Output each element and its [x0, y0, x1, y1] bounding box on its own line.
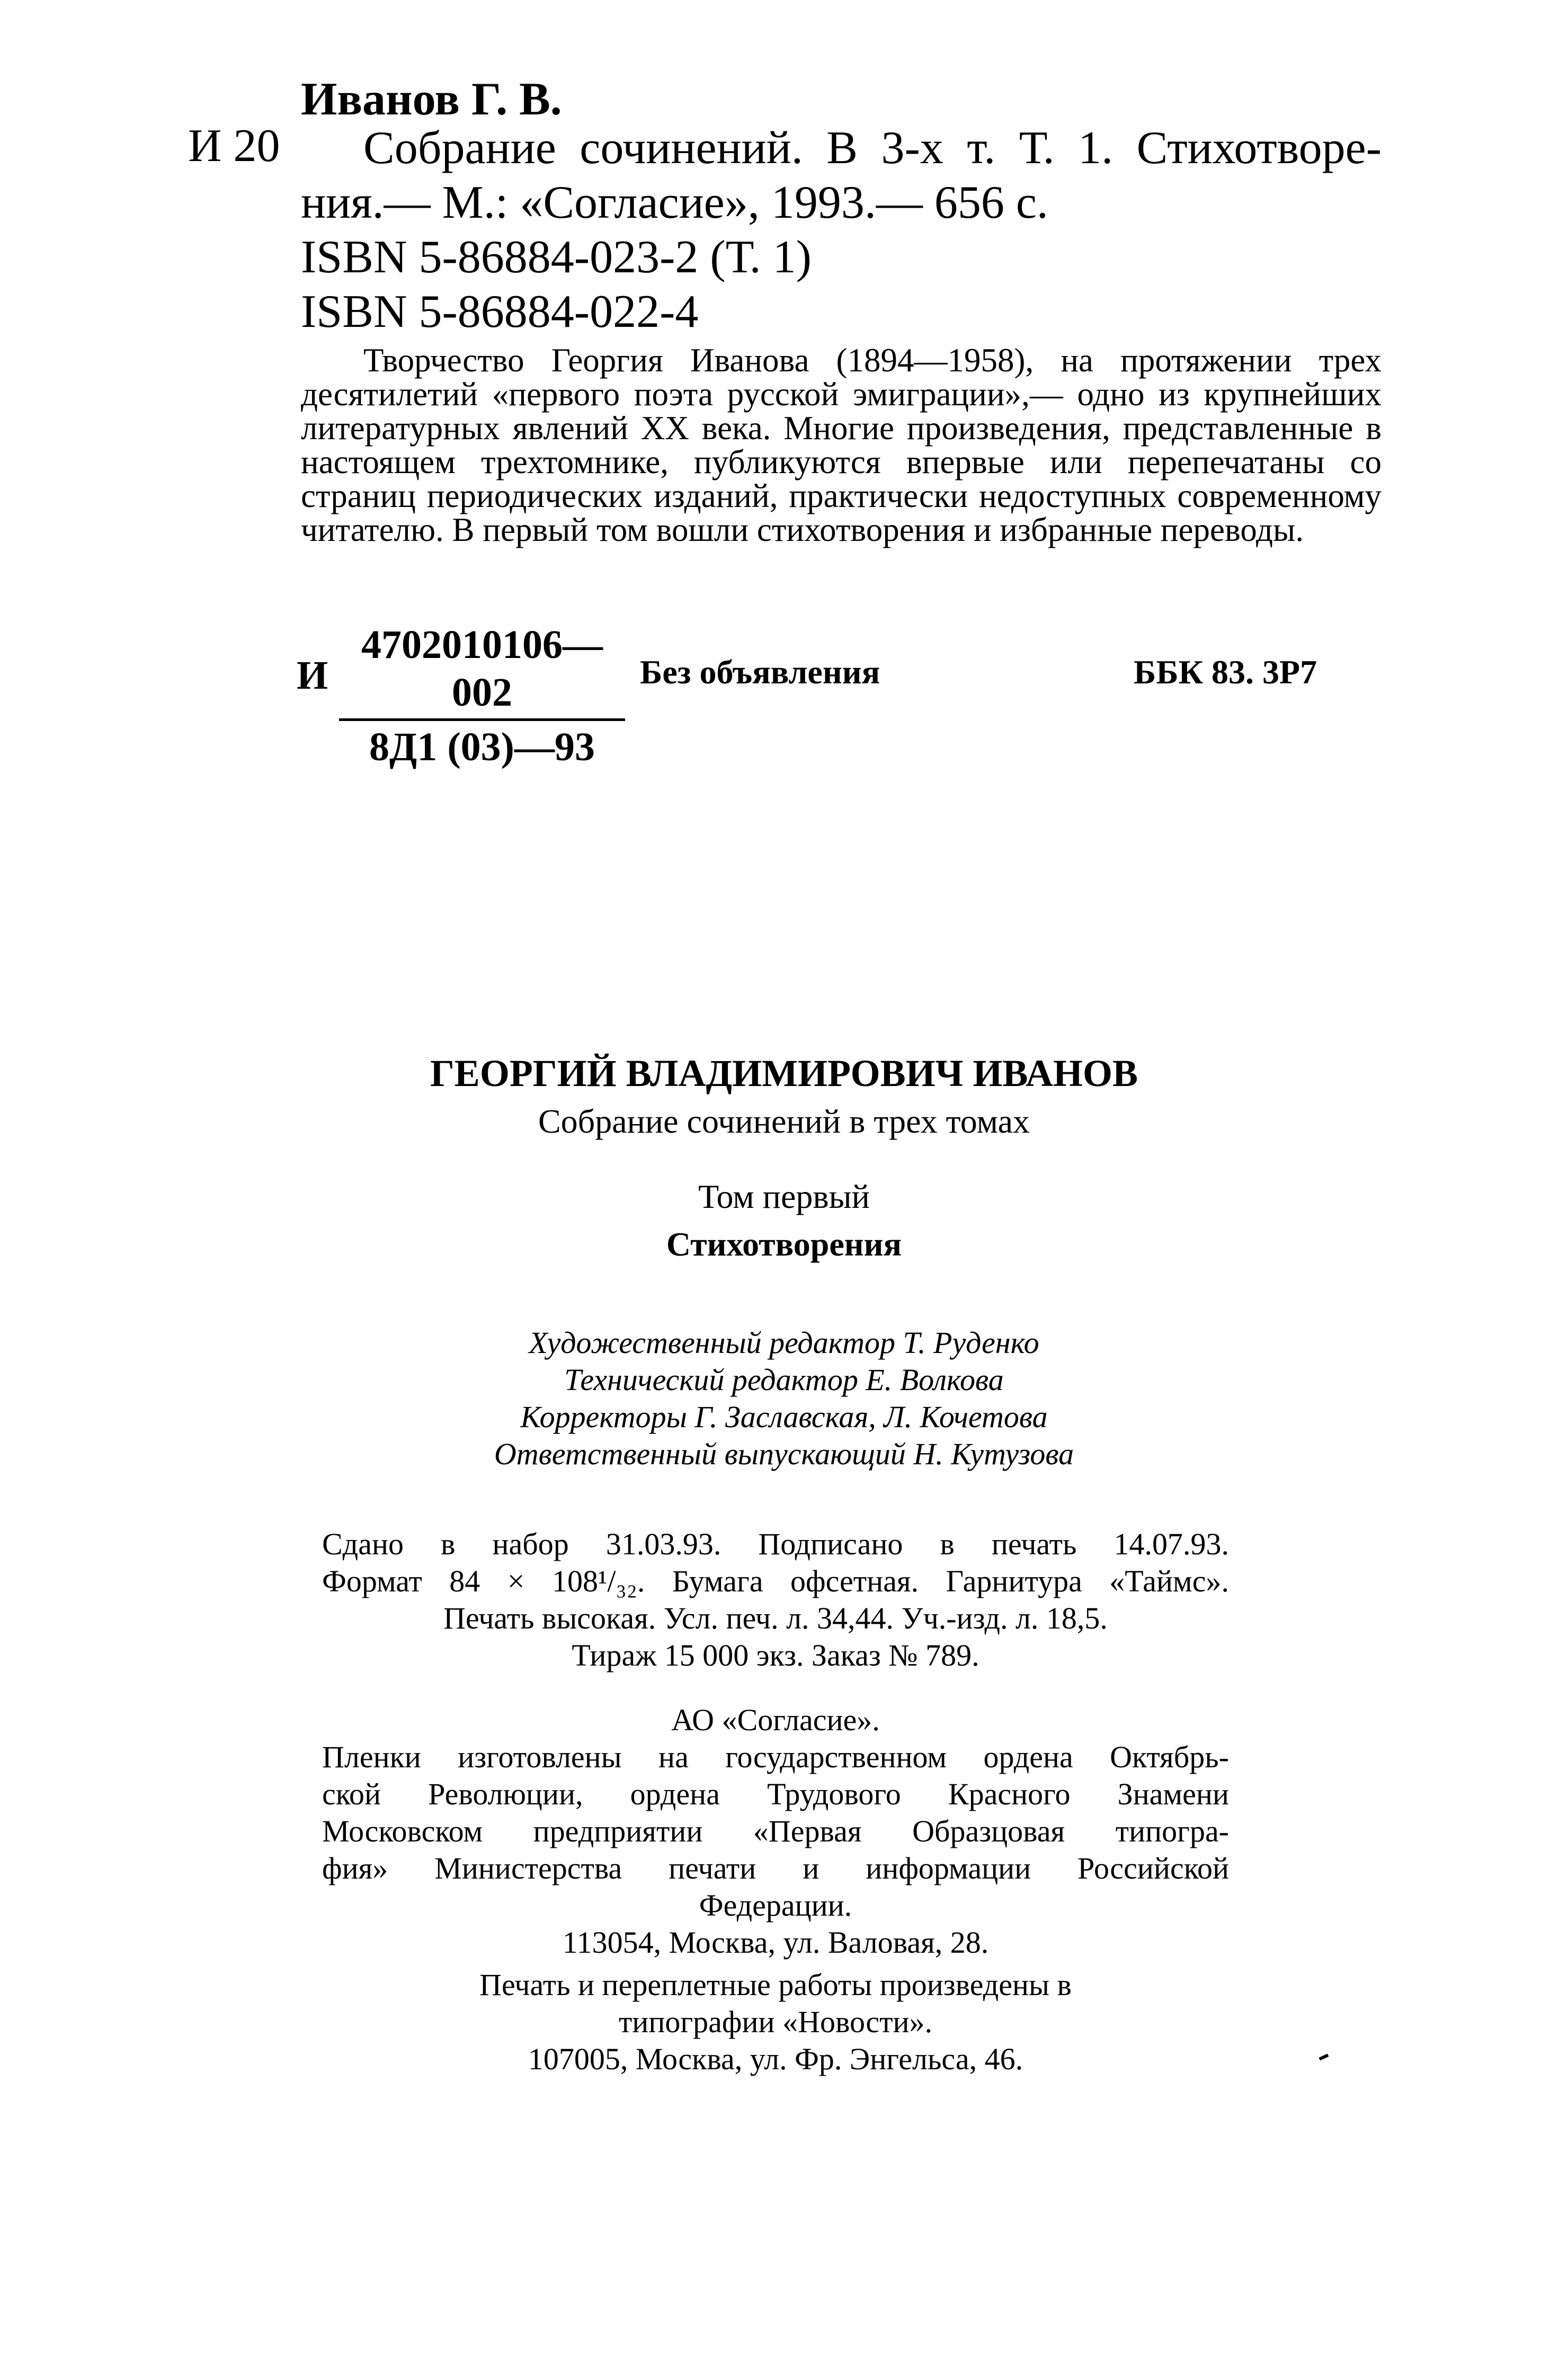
- volume-label: Том первый: [698, 1178, 870, 1215]
- publisher-address: 113054, Москва, ул. Валовая, 28.: [562, 1925, 989, 1960]
- bib-line: ISBN 5-86884-023-2 (Т. 1): [301, 232, 812, 283]
- volume-title: Стихотворения: [666, 1225, 902, 1263]
- credit-line: Художественный редактор Т. Руденко: [529, 1325, 1039, 1360]
- imprint-line: Формат 84 × 108¹/₃₂. Бумага офсетная. Гарнитура «Таймс».: [322, 1564, 1229, 1598]
- classification-letter: И: [297, 653, 328, 698]
- publisher-block: [322, 1702, 1229, 1961]
- credit-line: Корректоры Г. Заславская, Л. Кочетова: [520, 1400, 1048, 1434]
- bib-line: Собрание сочинений. В 3-х т. Т. 1. Стихотворе-: [363, 122, 1382, 174]
- fraction-denominator: 8Д1 (03)—93: [369, 725, 595, 769]
- imprint-block: [322, 1526, 1229, 1674]
- imprint-line: Тираж 15 000 экз. Заказ № 789.: [572, 1638, 979, 1672]
- bbk-code: ББК 83. 3Р7: [1134, 653, 1317, 691]
- bib-line: ния.— М.: «Согласие», 1993.— 656 с.: [301, 177, 1048, 228]
- classification-fraction: [339, 621, 625, 771]
- collection-title: Собрание сочинений в трех томах: [538, 1102, 1030, 1140]
- library-index: И 20: [188, 120, 280, 172]
- publisher-line: Московском предприятии «Первая Образцовая типогра-: [322, 1814, 1229, 1848]
- printing-address: 107005, Москва, ул. Фр. Энгельса, 46.: [528, 2042, 1023, 2076]
- publisher-line: Федерации.: [699, 1888, 852, 1923]
- credit-line: Ответственный выпускающий Н. Кутузова: [494, 1437, 1074, 1471]
- author-full-name: ГЕОРГИЙ ВЛАДИМИРОВИЧ ИВАНОВ: [430, 1052, 1138, 1094]
- credit-line: Технический редактор Е. Волкова: [564, 1363, 1004, 1397]
- publisher-line: Пленки изготовлены на государственном ордена Октябрь-: [322, 1740, 1229, 1774]
- fraction-numerator: 4702010106—002: [361, 622, 603, 715]
- fraction-bar: [339, 718, 625, 721]
- ink-mark: [1319, 2053, 1329, 2060]
- imprint-line: Печать высокая. Усл. печ. л. 34,44. Уч.-изд. л. 18,5.: [443, 1601, 1108, 1635]
- publisher-line: ской Революции, ордена Трудового Красного Знамени: [322, 1777, 1229, 1811]
- publisher-name: АО «Согласие».: [671, 1703, 880, 1737]
- bibliographic-entry: [301, 121, 1382, 339]
- credits-list: [0, 1324, 1568, 1473]
- announcement-note: Без объявления: [640, 653, 880, 691]
- author-heading: Иванов Г. В.: [301, 74, 562, 125]
- printing-block: [322, 1966, 1229, 2078]
- annotation-paragraph: Творчество Георгия Иванова (1894—1958), на протяжении трех десятилетий «первого поэта русской эмиграции»,— одно из крупнейших литературных явлений XX века. Многие произведения, представленные в настоящем трехтомнике, публикуются впервые или перепечатаны со страниц периодических изданий, практически недоступных современному читателю. В первый том вошли стихотворения и избранные переводы.: [301, 342, 1382, 548]
- printing-line: типографии «Новости».: [618, 2005, 933, 2039]
- bib-line: ISBN 5-86884-022-4: [301, 286, 699, 337]
- publisher-line: фия» Министерства печати и информации Российской: [322, 1851, 1229, 1885]
- printing-line: Печать и переплетные работы произведены в: [479, 1968, 1072, 2002]
- imprint-line: Сдано в набор 31.03.93. Подписано в печать 14.07.93.: [322, 1527, 1229, 1561]
